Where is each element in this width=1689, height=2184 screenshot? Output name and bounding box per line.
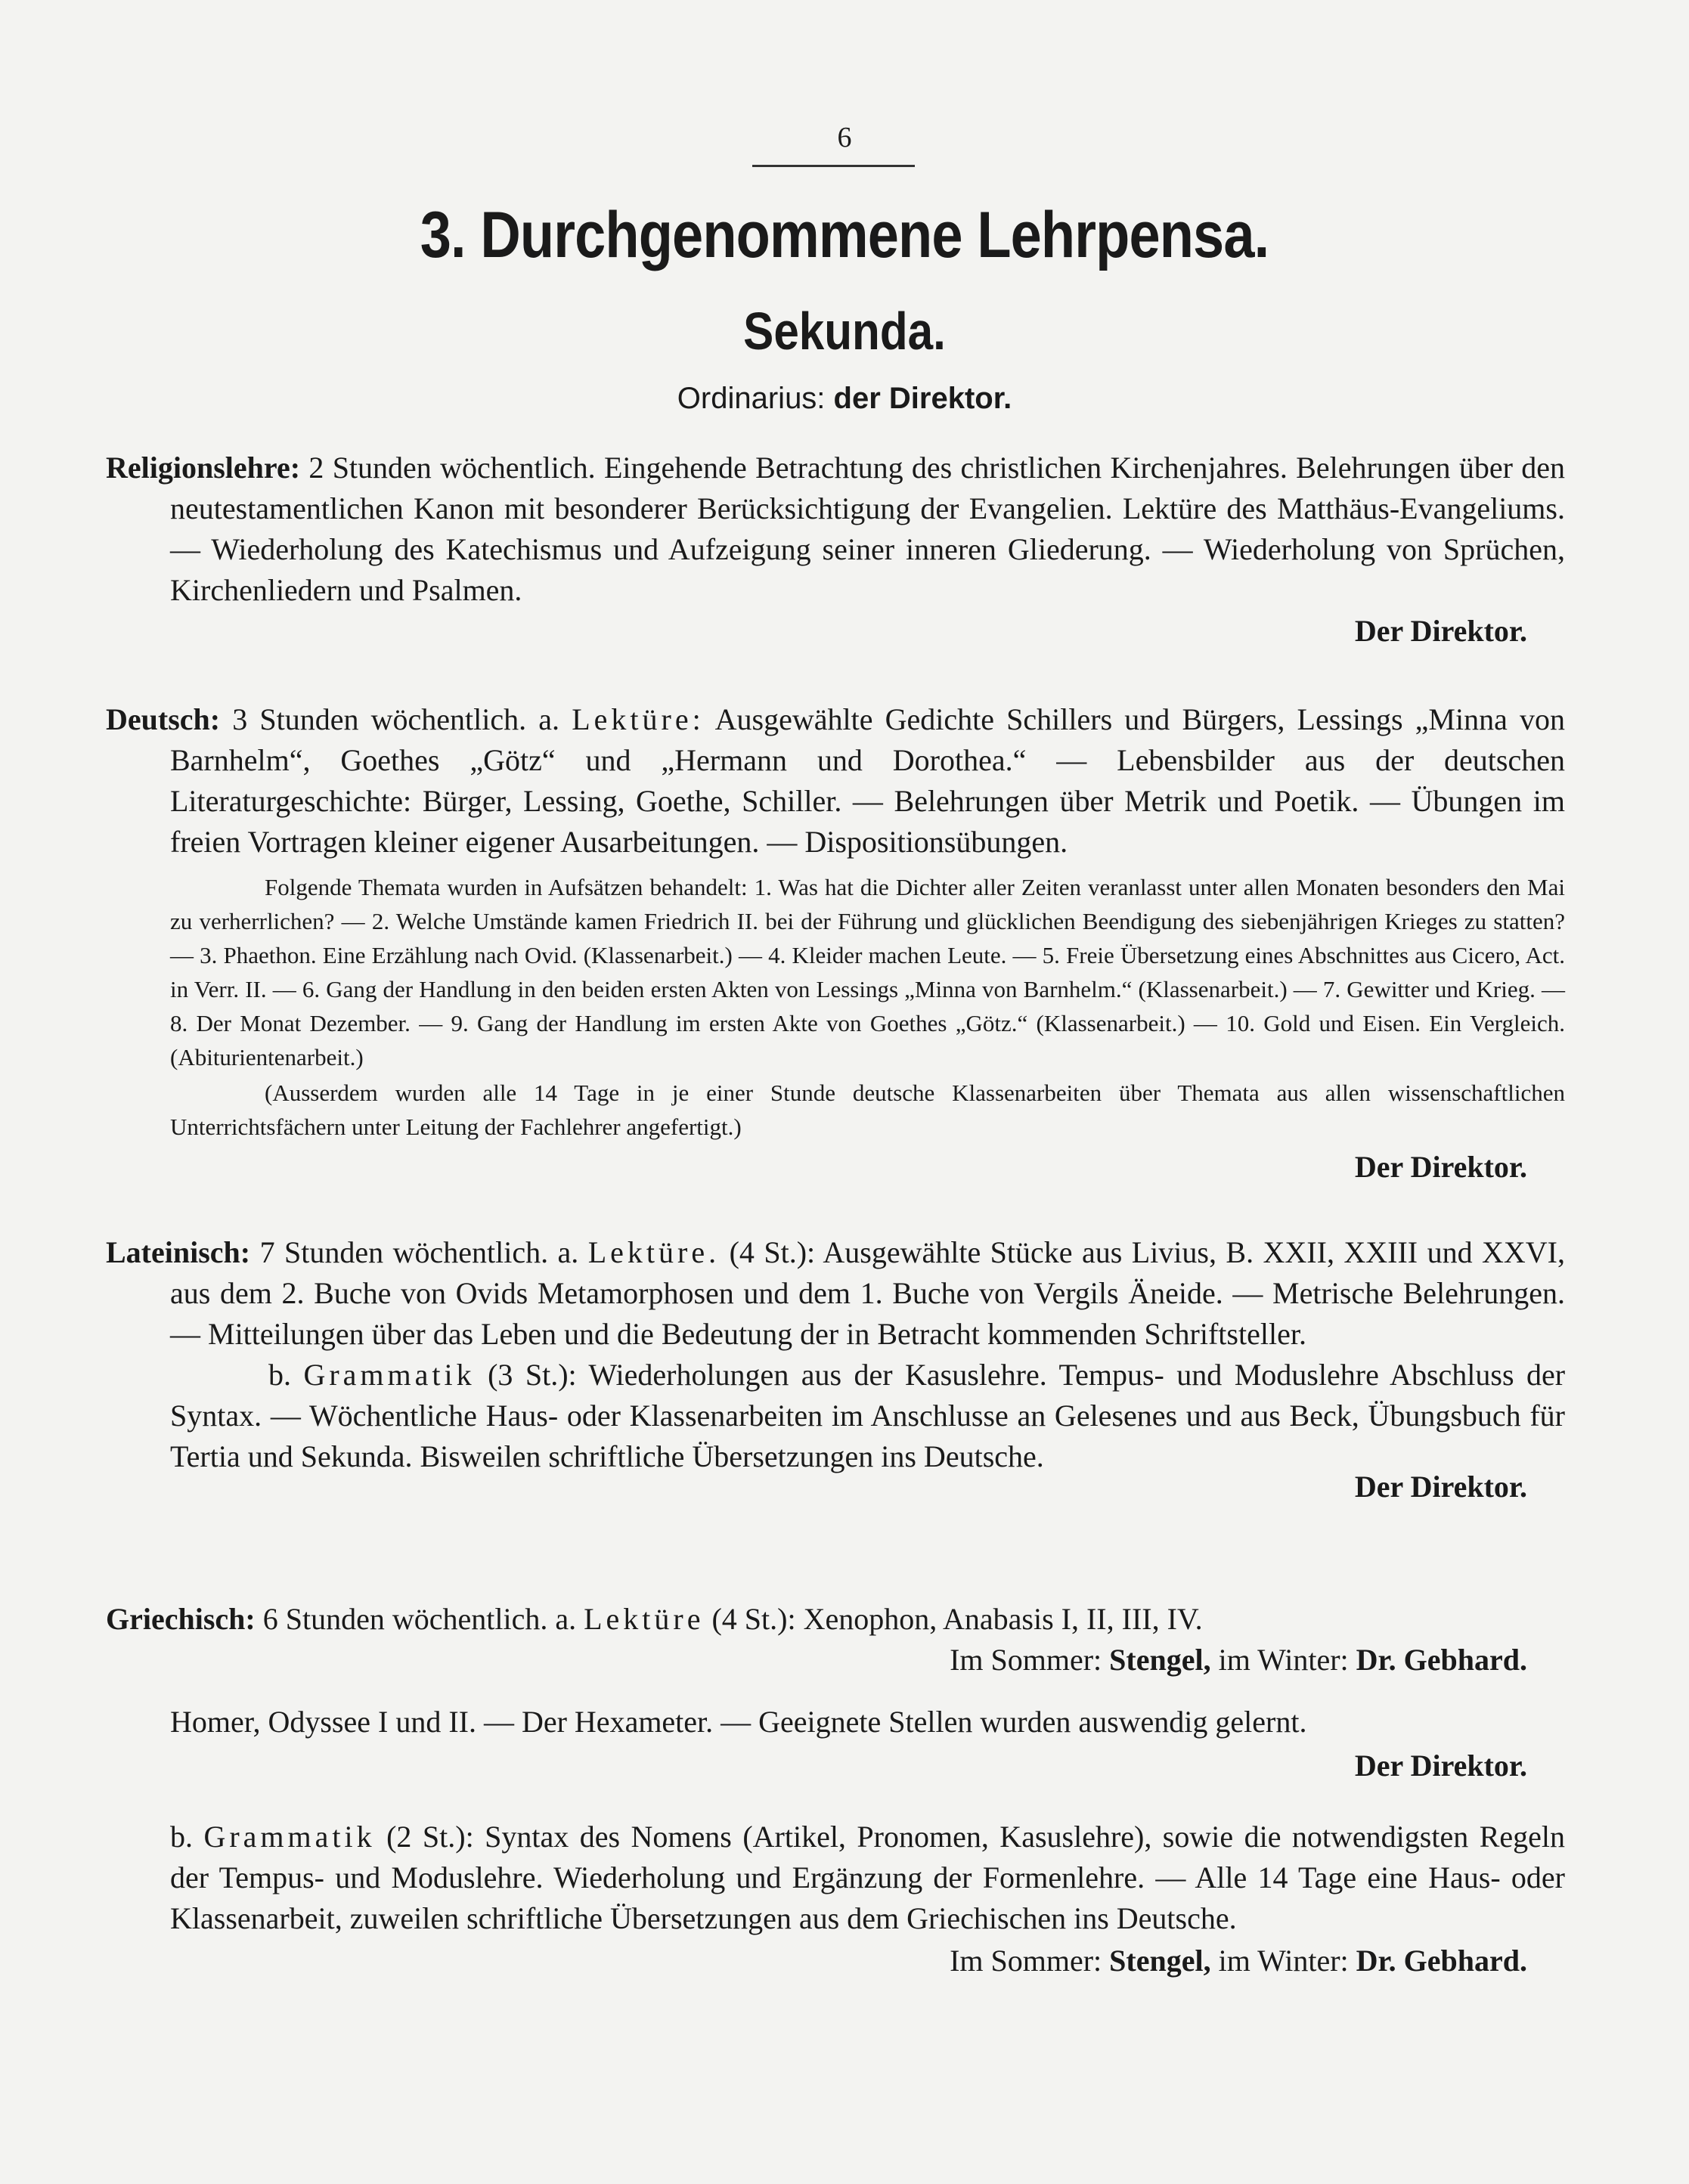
latein-signature: Der Direktor. xyxy=(1354,1470,1527,1504)
latein-lektuere-label: Lektüre. xyxy=(587,1235,721,1269)
griechisch-homer: Homer, Odyssee I und II. — Der Hexameter. — Geeignete Stellen wurden auswendig gelernt. xyxy=(170,1705,1307,1739)
griechisch-note1-mid: im Winter: xyxy=(1218,1643,1349,1677)
griechisch-grammatik-paragraph xyxy=(170,1817,1565,1939)
deutsch-text: Ausgewählte Gedichte Schillers und Bürgers, Lessings „Minna von Barnhelm“, Goethes „Götz“ und „Hermann und Dorothea.“ — Lebensbilder aus der deutschen Literaturgeschichte: Bürger, Lessing, Goethe, Schiller. — Belehrungen über Metrik und Poetik. — Übungen im freien Vortragen kleiner eigener Ausarbeitungen. — Dispositionsübungen. xyxy=(170,702,1566,859)
griechisch-homer-block xyxy=(106,1702,1565,1743)
page-subtitle: Sekunda. xyxy=(743,302,946,361)
latein-paragraph xyxy=(106,1232,1565,1355)
griechisch-note1-winter: Dr. Gebhard. xyxy=(1356,1643,1527,1677)
griechisch-note1-summer: Stengel, xyxy=(1109,1643,1211,1677)
latein-intro: 7 Stunden wöchentlich. a. xyxy=(259,1235,579,1269)
griechisch-lektuere-label: Lektüre xyxy=(584,1602,705,1636)
griechisch-signature: Der Direktor. xyxy=(1354,1749,1527,1783)
griechisch-grammatik-text: (2 St.): Syntax des Nomens (Artikel, Pronomen, Kasuslehre), sowie die notwendigsten Regeln der Tempus- und Moduslehre. Wiederholung und Ergänzung der Formenlehre. — Alle 14 Tage eine Haus- oder Klassenarbeit, zuweilen schriftliche Übersetzungen aus dem Griechischen ins Deutsche. xyxy=(170,1820,1565,1935)
deutsch-themata: Folgende Themata wurden in Aufsätzen behandelt: 1. Was hat die Dichter aller Zeiten veranlasst unter allen Monaten besonders den Mai zu verherrlichen? — 2. Welche Umstände kamen Friedrich II. bei der Führung und glücklichen Beendigung des siebenjährigen Krieges zu statten? — 3. Phaethon. Eine Erzählung nach Ovid. (Klassenarbeit.) — 4. Kleider machen Leute. — 5. Freie Übersetzung eines Abschnittes aus Cicero, Act. in Verr. II. — 6. Gang der Handlung in den beiden ersten Akten von Lessings „Minna von Barnhelm.“ (Klassenarbeit.) — 7. Gewitter und Krieg. — 8. Der Monat Dezember. — 9. Gang der Handlung im ersten Akte von Goethes „Götz.“ (Klassenarbeit.) — 10. Gold und Eisen. Ein Vergleich. (Abiturientenarbeit.) xyxy=(170,874,1565,1070)
latein-grammatik-label: Grammatik xyxy=(303,1358,476,1392)
deutsch-themata-block xyxy=(106,870,1565,1144)
latein-grammatik-block xyxy=(106,1355,1565,1477)
deutsch-lektuere-label: Lektüre: xyxy=(572,702,705,736)
griechisch-note1-prefix: Im Sommer: xyxy=(950,1643,1102,1677)
deutsch-signature: Der Direktor. xyxy=(1354,1150,1527,1184)
griechisch-teacher-note-2 xyxy=(106,1941,1565,1981)
page-title: 3. Durchgenommene Lehrpensa. xyxy=(420,199,1269,271)
griechisch-note2-mid: im Winter: xyxy=(1218,1944,1349,1978)
section-deutsch xyxy=(106,699,1565,1188)
griechisch-grammatik-prefix: b. xyxy=(170,1820,193,1854)
section-latein xyxy=(106,1232,1565,1507)
deutsch-lead: Deutsch: xyxy=(106,702,221,736)
ordinarius-label: Ordinarius: xyxy=(677,382,826,415)
griechisch-note2-summer: Stengel, xyxy=(1109,1944,1211,1978)
religion-text: 2 Stunden wöchentlich. Eingehende Betrachtung des christlichen Kirchenjahres. Belehrungen über den neutestamentlichen Kanon mit besonderer Berücksichtigung der Evangelien. Lektüre des Matthäus-Evangeliums. — Wiederholung des Katechismus und Aufzeigung seiner inneren Gliederung. — Wiederholung von Sprüchen, Kirchenliedern und Psalmen. xyxy=(170,451,1566,607)
griechisch-note2-prefix: Im Sommer: xyxy=(950,1944,1102,1978)
ordinarius-name: der Direktor. xyxy=(833,382,1012,415)
griechisch-grammatik-block xyxy=(106,1817,1565,1939)
deutsch-intro: 3 Stunden wöchentlich. a. xyxy=(232,702,560,736)
page-number: 6 xyxy=(837,122,852,153)
religion-lead: Religionslehre: xyxy=(106,451,301,485)
griechisch-lead: Griechisch: xyxy=(106,1602,256,1636)
latein-grammatik-prefix: b. xyxy=(268,1358,291,1392)
griechisch-grammatik-label: Grammatik xyxy=(203,1820,376,1854)
deutsch-paragraph xyxy=(106,699,1565,863)
ordinarius-line xyxy=(0,382,1689,416)
latein-lead: Lateinisch: xyxy=(106,1235,251,1269)
religion-paragraph xyxy=(106,448,1565,611)
section-griechisch xyxy=(106,1599,1565,1981)
page-number-rule xyxy=(752,165,915,167)
religion-signature: Der Direktor. xyxy=(1354,614,1527,648)
griechisch-teacher-note-1 xyxy=(106,1640,1565,1681)
griechisch-paragraph xyxy=(106,1599,1565,1640)
griechisch-note2-winter: Dr. Gebhard. xyxy=(1356,1944,1527,1978)
latein-grammatik-text: (3 St.): Wiederholungen aus der Kasuslehre. Tempus- und Moduslehre Abschluss der Syntax. — Wöchentliche Haus- oder Klassenarbeiten im Anschlusse an Gelesenes und aus Beck, Übungsbuch für Tertia und Sekunda. Bisweilen schriftliche Übersetzungen ins Deutsche. xyxy=(170,1358,1566,1473)
section-religion xyxy=(106,448,1565,652)
latein-grammatik-paragraph xyxy=(170,1355,1565,1477)
deutsch-ausserdem: (Ausserdem wurden alle 14 Tage in je einer Stunde deutsche Klassenarbeiten über Themata aus allen wissenschaftlichen Unterrichtsfächern unter Leitung der Fachlehrer angefertigt.) xyxy=(170,1080,1565,1140)
griechisch-intro: 6 Stunden wöchentlich. a. xyxy=(262,1602,577,1636)
griechisch-text: (4 St.): Xenophon, Anabasis I, II, III, IV. xyxy=(711,1602,1203,1636)
latein-text: (4 St.): Ausgewählte Stücke aus Livius, B. XXII, XXIII und XXVI, aus dem 2. Buche von Ovids Metamorphosen und dem 1. Buche von Vergils Äneide. — Metrische Belehrungen. — Mitteilungen über das Leben und die Bedeutung der in Betracht kommenden Schriftsteller. xyxy=(170,1235,1566,1351)
